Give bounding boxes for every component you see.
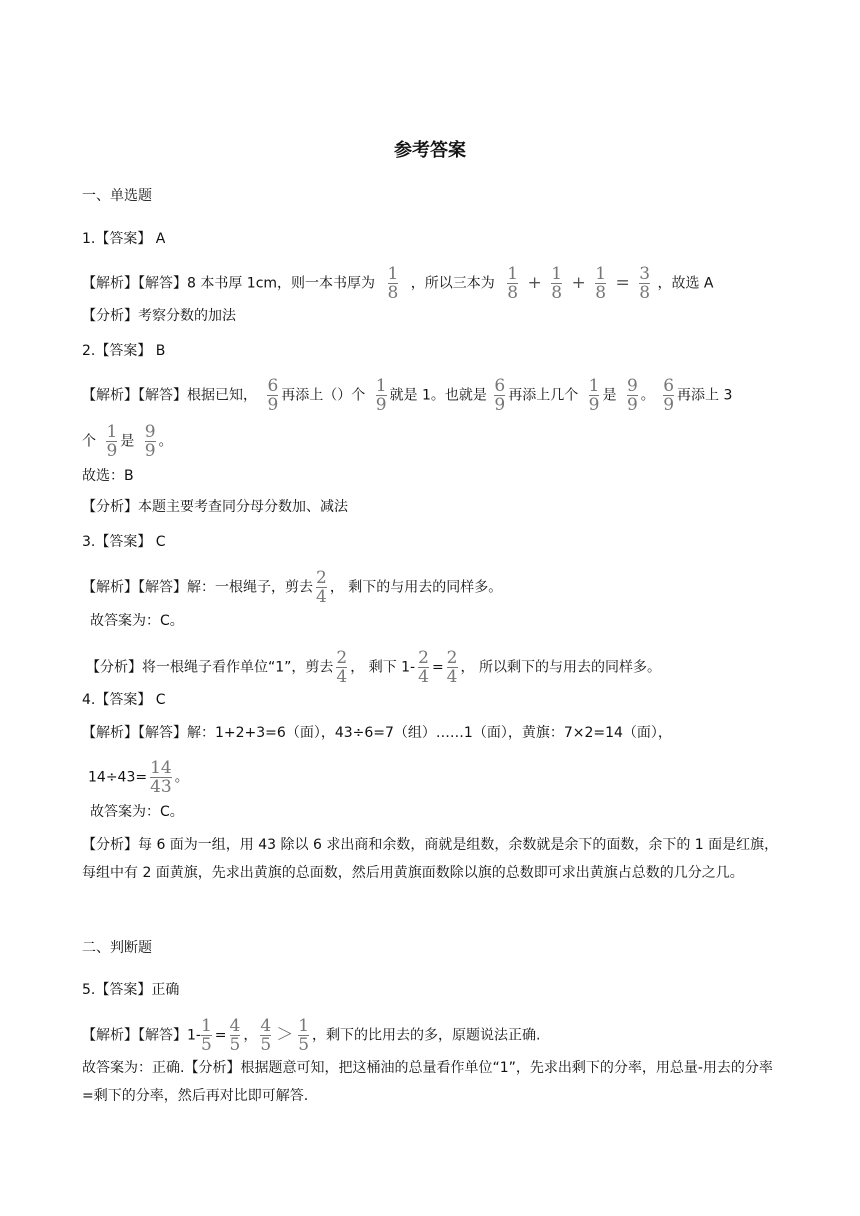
q2-explanation-line2: 个 $\frac{1}{9}$ 是 $\frac{9}{9}$ 。 <box>82 422 173 461</box>
section-heading-true-false: 二、判断题 <box>82 940 152 956</box>
q5-answer: 5.【答案】正确 <box>82 982 180 998</box>
page-title: 参考答案 <box>394 140 466 161</box>
q3-conclusion: 故答案为：C。 <box>90 613 184 629</box>
q4-analysis: 【分析】每 6 面为一组，用 43 除以 6 求出商和余数，商就是组数，余数就是余下的面数，余下的 1 面是红旗，每组中有 2 面黄旗，先求出黄旗的总面数，然后用黄旗面数除以旗的总数即可求出黄旗占总数的几分之几。 <box>82 837 779 881</box>
section-heading-single-choice: 一、单选题 <box>82 188 152 204</box>
fraction: $\frac{4}{5}$ <box>260 1016 272 1055</box>
fraction: $\frac{2}{4}$ <box>446 648 458 687</box>
fraction: $\frac{2}{4}$ <box>418 648 429 687</box>
q1-jiexi-b: ，所以三本为 <box>410 275 495 292</box>
fraction: $\frac{4}{5}$ <box>229 1016 241 1055</box>
fraction: $\frac{6}{9}$ <box>663 376 675 415</box>
fraction: $\frac{1}{8}$ <box>551 264 563 303</box>
q4-conclusion: 故答案为：C。 <box>90 804 184 820</box>
fraction: $\frac{1}{9}$ <box>106 422 118 461</box>
fraction: $\frac{2}{4}$ <box>316 568 327 607</box>
fraction: $\frac{3}{8}$ <box>639 264 651 303</box>
fraction: $\frac{1}{9}$ <box>375 376 387 415</box>
q3-analysis: 【分析】将一根绳子看作单位“1”，剪去 $\frac{2}{4}$ ， 剩下 1- $\frac{2}{4}$ = $\frac{2}{4}$ ， 所以剩下的与用去的同样多。 <box>86 648 661 687</box>
fraction: $\frac{1}{5}$ <box>298 1016 310 1055</box>
fraction: $\frac{1}{9}$ <box>588 376 600 415</box>
q2-answer: 2.【答案】 B <box>82 343 166 359</box>
fraction: $\frac{14}{43}$ <box>150 758 172 797</box>
q4-explanation-line1: 【解析】【解答】解：1+2+3=6（面），43÷6=7（组）……1（面），黄旗：7×2=14（面）， <box>82 725 672 741</box>
fraction: $\frac{1}{8}$ <box>595 264 607 303</box>
q4-answer: 4.【答案】 C <box>82 692 166 708</box>
q5-explanation: 【解析】【解答】1- $\frac{1}{5}$ = $\frac{4}{5}$ ， $\frac{4}{5}$ ＞ $\frac{1}{5}$ ，剩下的比用去的多，原题说法正确. <box>82 1016 541 1055</box>
q4-explanation-line2: 14÷43= $\frac{14}{43}$ 。 <box>88 758 189 797</box>
q2-explanation-line1: 【解析】【解答】根据已知， $\frac{6}{9}$ 再添上（）个 $\frac{1}{9}$ 就是 1。也就是 $\frac{6}{9}$ 再添上几个 $\frac{1}{9}$ 是 $\frac{9}{9}$ 。 $\frac{6}{9}$ 再添上 3 <box>82 376 733 415</box>
q1-analysis: 【分析】考察分数的加法 <box>82 308 236 324</box>
q5-conclusion-analysis: 故答案为：正确.【分析】根据题意可知，把这桶油的总量看作单位“1”，先求出剩下的分率，用总量-用去的分率=剩下的分率，然后再对比即可解答. <box>82 1060 773 1104</box>
fraction: $\frac{6}{9}$ <box>267 376 279 415</box>
q1-jiexi-c: ，故选 A <box>657 275 714 292</box>
fraction: $\frac{6}{9}$ <box>494 376 506 415</box>
q3-answer: 3.【答案】 C <box>82 534 166 550</box>
q1-explanation: 【解析】【解答】8 本书厚 1cm，则一本书厚为 $\frac{1}{8}$ ，所以三本为 $\frac{1}{8}$ + $\frac{1}{8}$ + $\frac{1}{8}$ = $\frac{3}{8}$ ，故选 A <box>82 264 714 303</box>
fraction: $\frac{9}{9}$ <box>626 376 638 415</box>
fraction: $\frac{9}{9}$ <box>144 422 156 461</box>
q1-jiexi-a: 【解析】【解答】8 本书厚 1cm，则一本书厚为 <box>82 275 376 292</box>
fraction: $\frac{1}{8}$ <box>387 264 399 303</box>
q2-selected: 故选：B <box>82 468 134 484</box>
fraction: $\frac{1}{8}$ <box>507 264 519 303</box>
q2-analysis: 【分析】本题主要考查同分母分数加、减法 <box>82 499 348 515</box>
fraction: $\frac{1}{5}$ <box>200 1016 212 1055</box>
q3-explanation: 【解析】【解答】解：一根绳子，剪去 $\frac{2}{4}$ ， 剩下的与用去的同样多。 <box>82 568 503 607</box>
q1-answer: 1.【答案】 A <box>82 231 166 247</box>
fraction: $\frac{2}{4}$ <box>336 648 348 687</box>
